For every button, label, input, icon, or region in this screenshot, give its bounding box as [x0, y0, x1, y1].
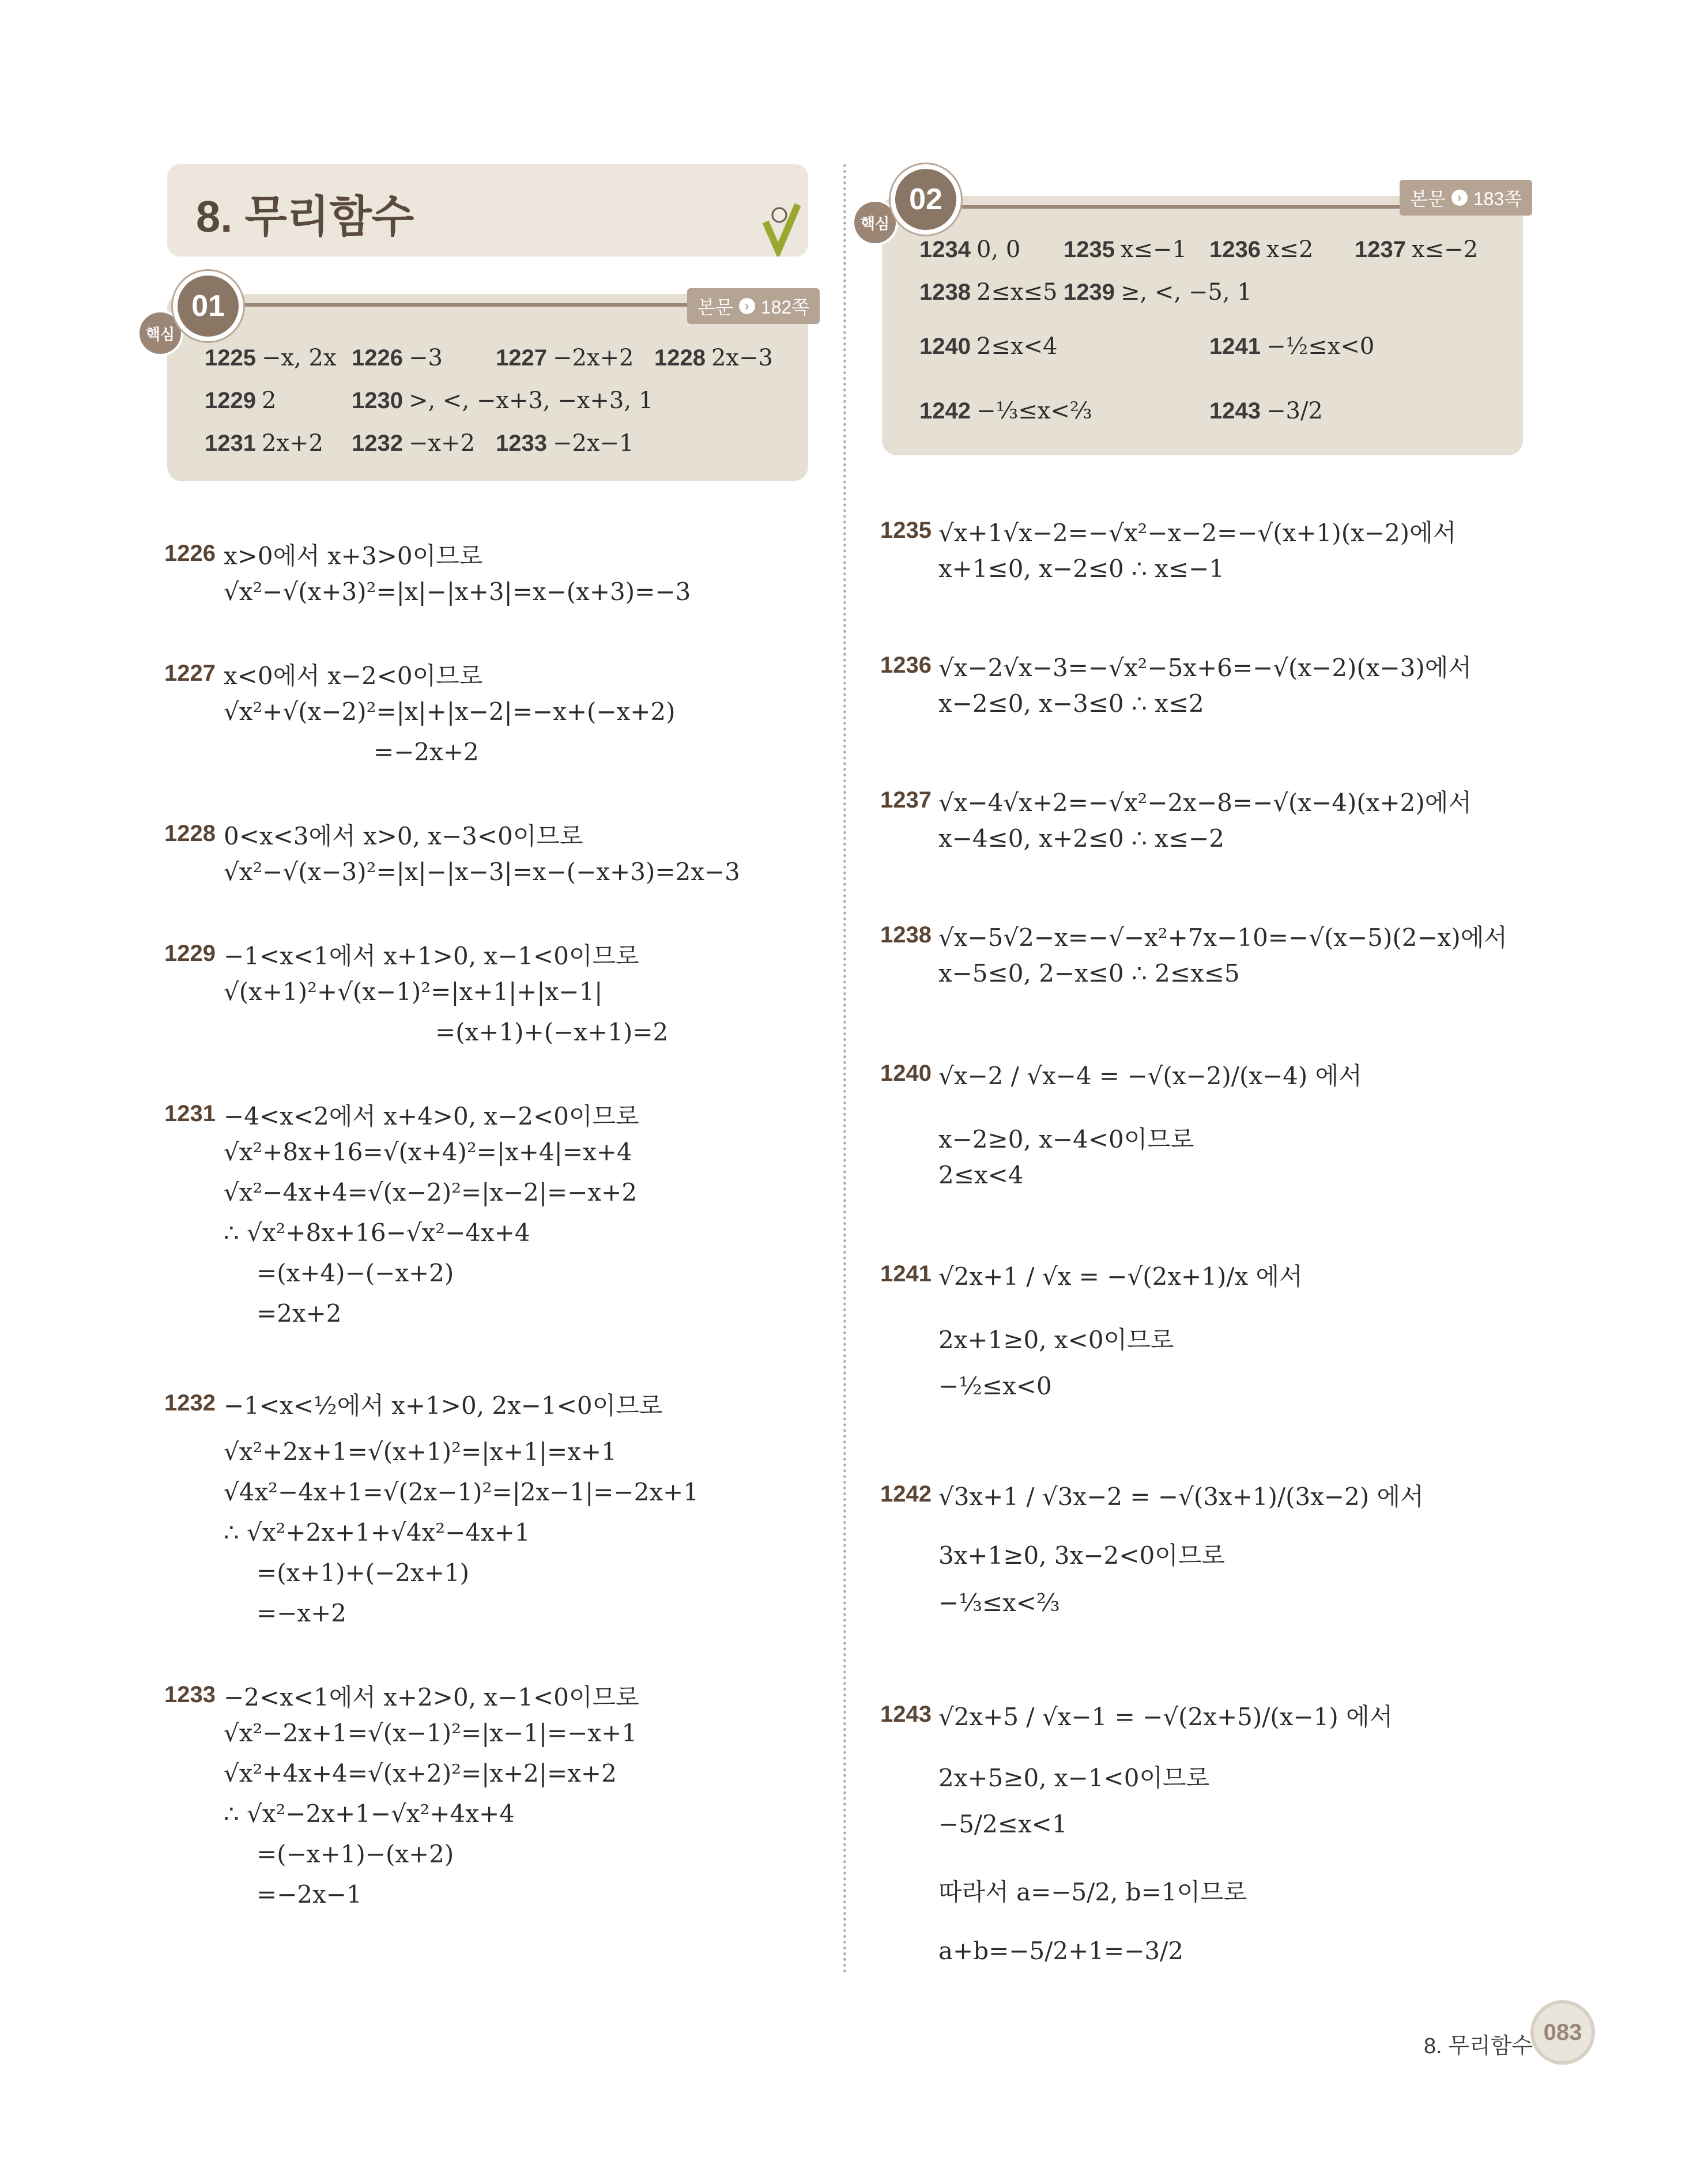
problem-number: 1229: [164, 941, 216, 966]
solution-line: 2x+5≥0, x−1<0이므로: [938, 1764, 1210, 1792]
solution-line: √x²−√(x+3)²=|x|−|x+3|=x−(x+3)=−3: [224, 578, 691, 606]
solution-line: 2x+1≥0, x<0이므로: [938, 1326, 1174, 1354]
solution-line: =(x+1)+(−x+1)=2: [435, 1018, 669, 1046]
problem-number: 1241: [880, 1261, 932, 1287]
solution-line: √x²+4x+4=√(x+2)²=|x+2|=x+2: [224, 1759, 617, 1787]
answer-item: 1241 −½≤x<0: [1209, 333, 1375, 360]
solution-line: −½≤x<0: [938, 1372, 1052, 1400]
solution-line: √4x²−4x+1=√(2x−1)²=|2x−1|=−2x+1: [224, 1478, 699, 1506]
solution-line: x−2≥0, x−4<0이므로: [938, 1125, 1194, 1153]
solution-line: 2≤x<4: [938, 1161, 1024, 1189]
solution-line: −1<x<½에서 x+1>0, 2x−1<0이므로: [224, 1391, 663, 1420]
solution-line: x<0에서 x−2<0이므로: [224, 662, 483, 690]
solution-line: √x+1√x−2=−√x²−x−2=−√(x+1)(x−2)에서: [938, 519, 1457, 547]
solution-line: ∴ √x²−2x+1−√x²+4x+4: [224, 1800, 515, 1828]
answer-item: 1227 −2x+2: [496, 345, 634, 371]
solution-line: x+1≤0, x−2≤0 ∴ x≤−1: [938, 555, 1224, 583]
problem-number: 1237: [880, 787, 932, 813]
solution-line: =(x+1)+(−2x+1): [257, 1559, 470, 1587]
solution-line: x−4≤0, x+2≤0 ∴ x≤−2: [938, 824, 1224, 853]
answer-item: 1230 >, <, −x+3, −x+3, 1: [352, 387, 654, 414]
answer-item: 1228 2x−3: [654, 345, 773, 371]
solution-line: −1<x<1에서 x+1>0, x−1<0이므로: [224, 942, 639, 970]
core-label-1: 핵심: [137, 310, 183, 356]
page-ref-1[interactable]: [687, 288, 820, 324]
solution-line: 0<x<3에서 x>0, x−3<0이므로: [224, 822, 583, 850]
solution-line: √x²+2x+1=√(x+1)²=|x+1|=x+1: [224, 1438, 617, 1466]
solution-line: =(−x+1)−(x+2): [257, 1840, 454, 1868]
solution-line: 3x+1≥0, 3x−2<0이므로: [938, 1541, 1225, 1570]
chapter-title: 8. 무리함수: [196, 193, 414, 242]
problem-number: 1231: [164, 1101, 216, 1126]
ref-label: 본문: [1410, 188, 1446, 209]
answer-item: 1240 2≤x<4: [919, 333, 1058, 360]
problem-number: 1235: [880, 518, 932, 543]
problem-number: 1240: [880, 1061, 932, 1086]
section-badge-01: 01: [173, 271, 243, 341]
solution-line: −5/2≤x<1: [938, 1810, 1068, 1838]
answer-item: 1236 x≤2: [1209, 236, 1314, 263]
answer-item: 1242 −⅓≤x<⅔: [919, 398, 1092, 424]
solution-line: √x−5√2−x=−√−x²+7x−10=−√(x−5)(2−x)에서: [938, 923, 1507, 952]
ref-page: 183쪽: [1473, 188, 1522, 209]
problem-number: 1242: [880, 1481, 932, 1507]
solution-line: x−5≤0, 2−x≤0 ∴ 2≤x≤5: [938, 959, 1240, 987]
page-number: 083: [1530, 2000, 1595, 2065]
solution-line: √2x+5 / √x−1 = −√(2x+5)/(x−1) 에서: [938, 1703, 1393, 1731]
page-ref-2[interactable]: [1400, 180, 1532, 216]
solution-line: ∴ √x²+2x+1+√4x²−4x+1: [224, 1518, 530, 1546]
solution-line: √x²−√(x−3)²=|x|−|x−3|=x−(−x+3)=2x−3: [224, 858, 740, 886]
problem-number: 1226: [164, 541, 216, 566]
answer-item: 1237 x≤−2: [1355, 236, 1479, 263]
solution-line: a+b=−5/2+1=−3/2: [938, 1937, 1183, 1965]
section-badge-02: 02: [891, 164, 961, 235]
problem-number: 1236: [880, 652, 932, 678]
answer-item: 1233 −2x−1: [496, 430, 634, 457]
solution-line: √x−4√x+2=−√x²−2x−8=−√(x−4)(x+2)에서: [938, 789, 1472, 817]
answer-item: 1232 −x+2: [352, 430, 476, 457]
solution-line: =−x+2: [257, 1599, 346, 1627]
solution-line: 따라서 a=−5/2, b=1이므로: [938, 1878, 1247, 1906]
solution-line: √x²+8x+16=√(x+4)²=|x+4|=x+4: [224, 1138, 632, 1166]
column-divider: [843, 164, 846, 1974]
solution-line: √x²−4x+4=√(x−2)²=|x−2|=−x+2: [224, 1178, 638, 1206]
solution-line: −2<x<1에서 x+2>0, x−1<0이므로: [224, 1683, 639, 1711]
answer-item: 1234 0, 0: [919, 236, 1021, 263]
solution-line: =−2x−1: [257, 1880, 362, 1908]
answer-item: 1235 x≤−1: [1064, 236, 1187, 263]
solution-line: √x²−2x+1=√(x−1)²=|x−1|=−x+1: [224, 1719, 638, 1747]
solution-line: √x²+√(x−2)²=|x|+|x−2|=−x+(−x+2): [224, 697, 676, 726]
solution-line: =−2x+2: [374, 738, 479, 766]
solution-line: x−2≤0, x−3≤0 ∴ x≤2: [938, 689, 1204, 718]
arrow-right-icon: ›: [739, 298, 755, 314]
problem-number: 1238: [880, 922, 932, 948]
solution-line: √x−2 / √x−4 = −√(x−2)/(x−4) 에서: [938, 1062, 1362, 1090]
answer-item: 1226 −3: [352, 345, 443, 371]
solution-line: √x−2√x−3=−√x²−5x+6=−√(x−2)(x−3)에서: [938, 654, 1472, 682]
ref-label: 본문: [697, 297, 733, 318]
core-label-2: 핵심: [852, 199, 898, 246]
problem-number: 1227: [164, 661, 216, 686]
answer-item: 1239 ≥, <, −5, 1: [1064, 279, 1252, 305]
solution-line: x>0에서 x+3>0이므로: [224, 542, 483, 570]
solution-line: =2x+2: [257, 1299, 342, 1327]
answer-item: 1229 2: [205, 387, 277, 414]
pencil-check-icon: [761, 199, 801, 257]
answer-item: 1243 −3/2: [1209, 398, 1323, 424]
problem-number: 1243: [880, 1702, 932, 1727]
answer-item: 1238 2≤x≤5: [919, 279, 1058, 305]
problem-number: 1232: [164, 1390, 216, 1416]
ref-page: 182쪽: [760, 297, 810, 318]
solution-line: ∴ √x²+8x+16−√x²−4x+4: [224, 1219, 530, 1247]
solution-line: √(x+1)²+√(x−1)²=|x+1|+|x−1|: [224, 978, 603, 1006]
solution-line: √2x+1 / √x = −√(2x+1)/x 에서: [938, 1262, 1303, 1291]
problem-number: 1233: [164, 1682, 216, 1707]
answer-item: 1231 2x+2: [205, 430, 323, 457]
arrow-right-icon: ›: [1451, 190, 1468, 206]
solution-line: −4<x<2에서 x+4>0, x−2<0이므로: [224, 1102, 639, 1130]
solution-line: −⅓≤x<⅔: [938, 1589, 1060, 1617]
footer-chapter-label: 8. 무리함수: [1424, 2034, 1533, 2058]
solution-line: =(x+4)−(−x+2): [257, 1259, 454, 1287]
answer-item: 1225 −x, 2x: [205, 345, 337, 371]
problem-number: 1228: [164, 821, 216, 846]
solution-line: √3x+1 / √3x−2 = −√(3x+1)/(3x−2) 에서: [938, 1483, 1424, 1511]
